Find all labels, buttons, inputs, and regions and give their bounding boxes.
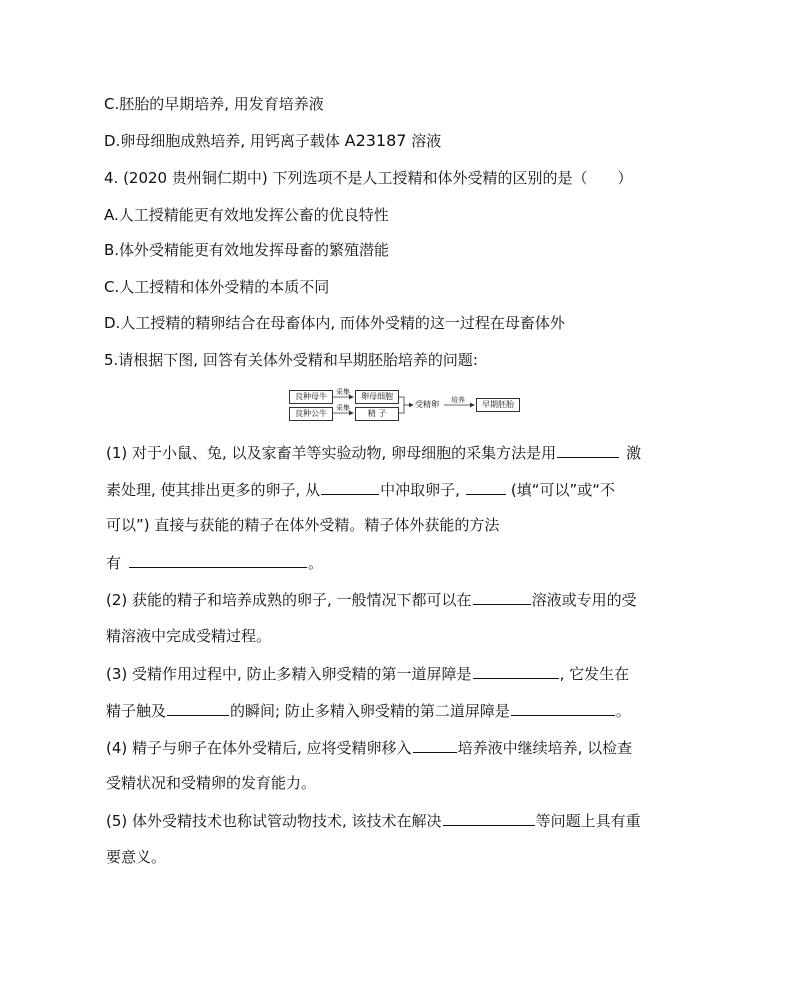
q5-part3-text: 的瞬间; 防止多精入卵受精的第二道屏障是 [230, 702, 510, 720]
q5-stem: 5.请根据下图, 回答有关体外受精和早期胚胎培养的问题: [104, 351, 478, 369]
q5-part4-text: (4) 精子与卵子在体外受精后, 应将受精卵移入 [106, 739, 412, 757]
q5-part3-line1 [106, 663, 629, 684]
answer-blank-can-or-cannot[interactable] [466, 479, 506, 495]
q5-part3-line2 [106, 700, 631, 721]
diagram-label-collect-2: 采集 [336, 404, 350, 412]
diagram-label-zygote: 受精卵 [415, 400, 439, 409]
diagram-label-culture: 培养 [451, 396, 465, 404]
diagram-label-collect-1: 采集 [336, 388, 350, 396]
q5-part4-line1 [106, 737, 632, 758]
q5-part3-text: , 它发生在 [559, 665, 630, 683]
q5-part2-text: 溶液或专用的受 [531, 591, 637, 609]
diagram-box-early-embryo: 早期胚胎 [476, 398, 520, 412]
q4-option-d: D.人工授精的精卵结合在母畜体内, 而体外受精的这一过程在母畜体外 [104, 314, 565, 332]
q5-part1-text: 激 [626, 444, 642, 462]
q5-part3-text: 。 [615, 702, 631, 720]
answer-blank-hormone[interactable] [557, 442, 619, 458]
q5-part2-text: (2) 获能的精子和培养成熟的卵子, 一般情况下都可以在 [106, 591, 472, 609]
answer-blank-solution[interactable] [473, 589, 531, 605]
q3-option-c: C.胚胎的早期培养, 用发育培养液 [104, 95, 324, 113]
answer-blank-second-barrier[interactable] [511, 700, 615, 716]
q5-part3-text: (3) 受精作用过程中, 防止多精入卵受精的第一道屏障是 [106, 665, 472, 683]
q3-option-d-suffix: 溶液 [406, 132, 442, 150]
q5-part1-text: (1) 对于小鼠、兔, 以及家畜羊等实验动物, 卵母细胞的采集方法是用 [106, 444, 557, 462]
answer-blank-problems-solved[interactable] [443, 810, 535, 826]
q4-option-b: B.体外受精能更有效地发挥母畜的繁殖潜能 [104, 241, 390, 259]
q5-part5-line1 [106, 810, 641, 831]
q5-part1-text: (填“可以”或“不 [510, 481, 616, 499]
q5-part1-text: 。 [308, 554, 324, 572]
q5-part1-line4 [106, 552, 323, 573]
answer-blank-flush-site[interactable] [321, 479, 379, 495]
q4-stem: 4. (2020 贵州铜仁期中) 下列选项不是人工授精和体外受精的区别的是（ ） [104, 169, 633, 187]
q5-part1-line1 [106, 442, 641, 463]
q5-part1-line2 [106, 479, 615, 500]
q5-part5-text: 等问题上具有重 [535, 812, 641, 830]
q5-part4-text: 培养液中继续培养, 以检查 [457, 739, 633, 757]
q5-part4-line2: 受精状况和受精卵的发育能力。 [106, 774, 317, 792]
q5-part5-line2: 要意义。 [106, 848, 167, 866]
q4-option-c: C.人工授精和体外受精的本质不同 [104, 278, 330, 296]
q5-part2-line2: 精溶液中完成受精过程。 [106, 627, 272, 645]
q5-part1-line3: 可以”) 直接与获能的精子在体外受精。精子体外获能的方法 [106, 516, 500, 534]
q5-part1-text: 素处理, 使其排出更多的卵子, 从 [106, 481, 321, 499]
q5-part3-text: 精子触及 [106, 702, 167, 720]
q3-option-d-text: D.卵母细胞成熟培养, 用钙离子载体 [104, 132, 345, 150]
q3-option-d [104, 131, 441, 151]
answer-blank-capacitation-method[interactable] [129, 552, 307, 568]
answer-blank-first-barrier[interactable] [473, 663, 559, 679]
q3-option-d-reagent: A23187 [344, 131, 407, 150]
diagram-box-female-cattle: 良种母牛 [289, 390, 333, 404]
answer-blank-sperm-contact[interactable] [167, 700, 229, 716]
q5-part1-text: 有 [106, 554, 122, 572]
diagram-box-sperm: 精 子 [355, 407, 399, 421]
diagram-box-male-cattle: 良种公牛 [289, 407, 333, 421]
answer-blank-culture-medium[interactable] [413, 737, 457, 753]
q5-part5-text: (5) 体外受精技术也称试管动物技术, 该技术在解决 [106, 812, 442, 830]
q5-part1-text: 中冲取卵子, [380, 481, 460, 499]
diagram-box-oocyte: 卵母细胞 [355, 390, 399, 404]
q5-part2-line1 [106, 589, 637, 610]
q4-option-a: A.人工授精能更有效地发挥公畜的优良特性 [104, 206, 389, 224]
